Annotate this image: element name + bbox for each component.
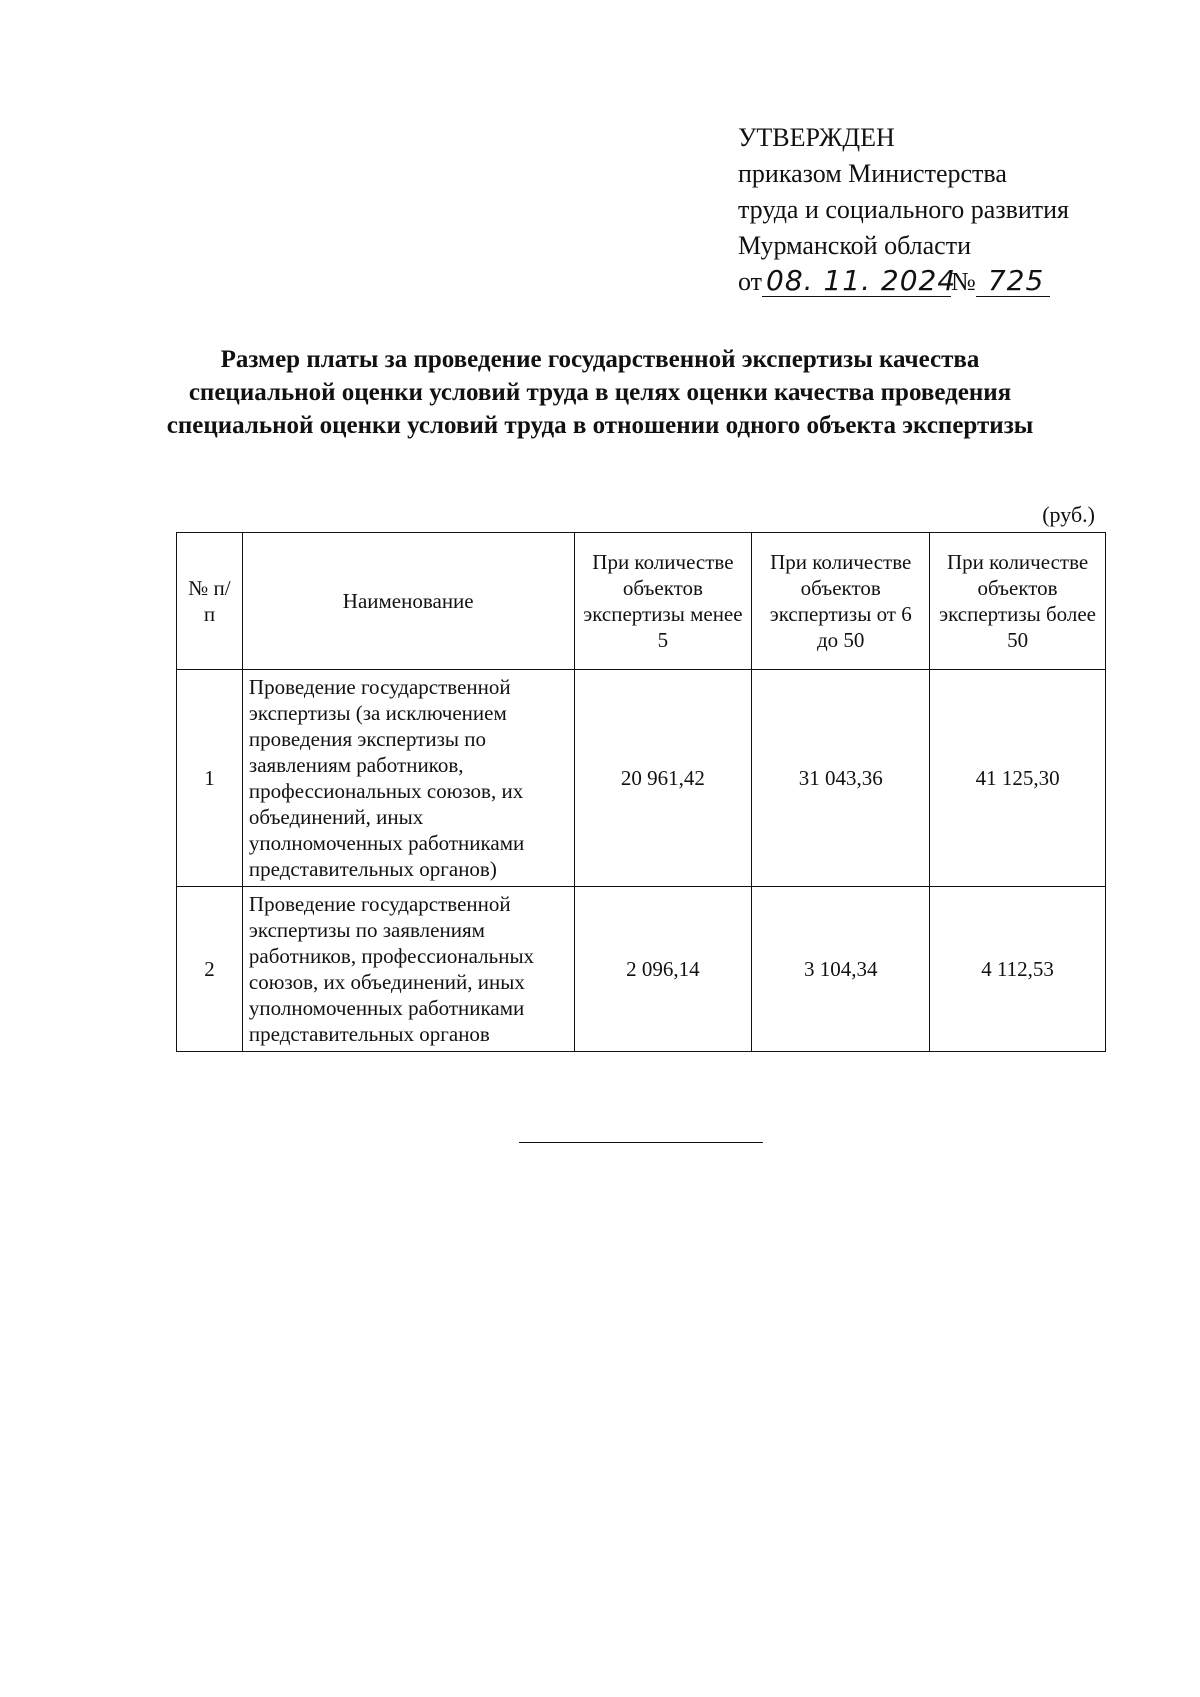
column-header-name: Наименование: [242, 533, 574, 670]
column-header-less-5: При количестве объектов экспертизы менее 5: [574, 533, 752, 670]
approval-line: Мурманской области: [738, 231, 971, 260]
date-prefix: от: [738, 267, 763, 296]
row-name: Проведение государственной экспертизы (за исключением проведения экспертизы по заявлениям работников, профессиональных союзов, их объединений, иных уполномоченных работниками представительных органов): [242, 670, 574, 887]
document-title: Размер платы за проведение государственной экспертизы качества специальной оценки условий труда в целях оценки качества проведения специальной оценки условий труда в отношении одного объекта экспертизы: [166, 346, 1034, 439]
order-date-number-line: [738, 264, 1138, 300]
number-prefix: №: [951, 267, 976, 296]
column-header-6-to-50: При количестве объектов экспертизы от 6 до 50: [752, 533, 930, 670]
approval-line: труда и социального развития: [738, 195, 1070, 224]
fee-table: [176, 532, 1106, 1052]
closing-divider-line: [519, 1142, 763, 1143]
approval-stamp-block: [738, 120, 1138, 300]
column-header-more-50: При количестве объектов экспертизы более 50: [930, 533, 1106, 670]
table-row: [177, 670, 1106, 887]
handwritten-order-number: 725: [976, 266, 1050, 297]
approval-line: приказом Министерства: [738, 159, 1007, 188]
table-row: [177, 887, 1106, 1052]
column-header-number: № п/п: [177, 533, 243, 670]
row-value-less-5: 2 096,14: [574, 887, 752, 1052]
currency-unit: (руб.): [1042, 502, 1095, 527]
row-value-6-to-50: 31 043,36: [752, 670, 930, 887]
approval-heading: УТВЕРЖДЕН: [738, 123, 895, 152]
row-number: 1: [177, 670, 243, 887]
row-value-more-50: 4 112,53: [930, 887, 1106, 1052]
row-name: Проведение государственной экспертизы по заявлениям работников, профессиональных союзов, их объединений, иных уполномоченных работниками представительных органов: [242, 887, 574, 1052]
row-value-less-5: 20 961,42: [574, 670, 752, 887]
handwritten-date: 08. 11. 2024: [762, 266, 951, 297]
table-header-row: [177, 533, 1106, 670]
row-number: 2: [177, 887, 243, 1052]
row-value-6-to-50: 3 104,34: [752, 887, 930, 1052]
row-value-more-50: 41 125,30: [930, 670, 1106, 887]
